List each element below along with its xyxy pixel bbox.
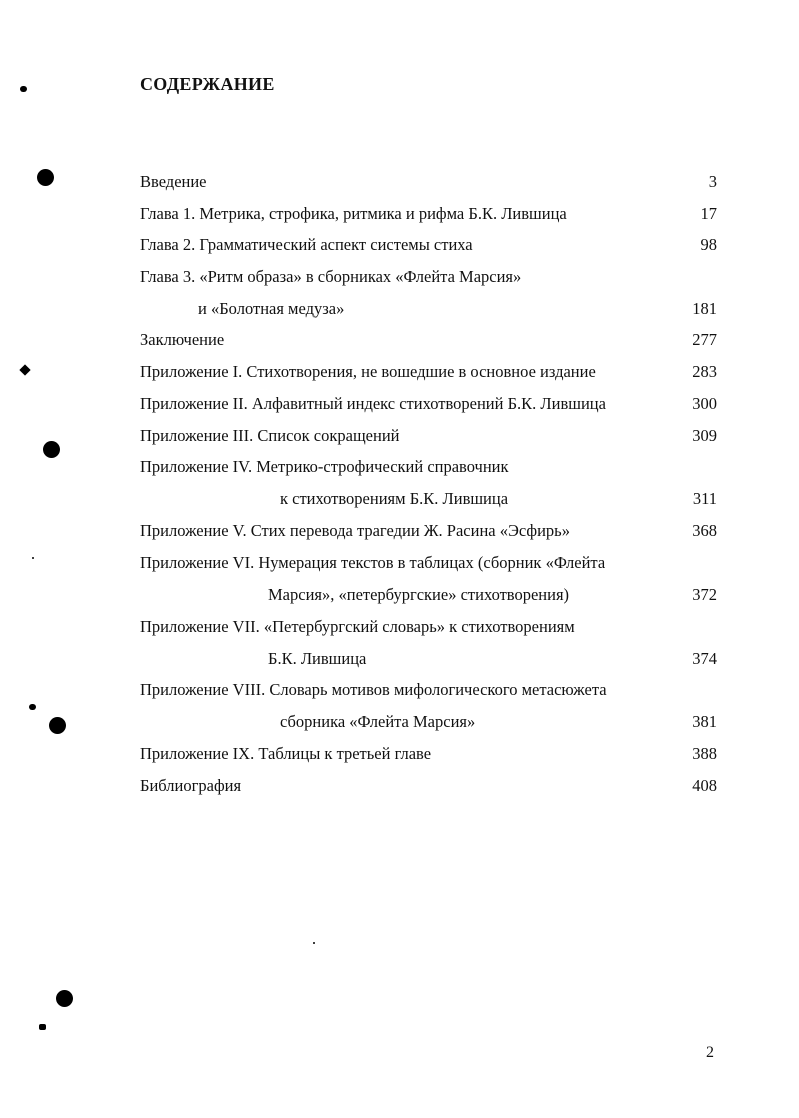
toc-entry-text: Марсия», «петербургские» стихотворения) <box>268 585 570 604</box>
toc-entry-text: Библиография <box>140 776 242 795</box>
toc-entry-page: 309 <box>692 426 717 445</box>
toc-entry-text: Приложение I. Стихотворения, не вошедшие в основное издание <box>140 362 596 381</box>
punch-hole-mark <box>43 441 60 458</box>
toc-entry-text: Глава 1. Метрика, строфика, ритмика и рифма Б.К. Лившица <box>140 204 567 223</box>
toc-entry-page: 311 <box>692 489 717 508</box>
toc-entry-text: Глава 2. Грамматический аспект системы стиха <box>140 235 473 254</box>
toc-entry-page: 277 <box>692 330 717 349</box>
toc-entry-page: 283 <box>692 362 717 381</box>
scan-speck <box>19 364 30 375</box>
punch-hole-mark <box>37 169 54 186</box>
toc-entry-page: 98 <box>700 235 717 254</box>
toc-entry-text: Приложение II. Алфавитный индекс стихотворений Б.К. Лившица <box>140 394 606 413</box>
scan-speck <box>32 557 34 559</box>
punch-hole-mark <box>49 717 66 734</box>
toc-entry-text: Приложение VIII. Словарь мотивов мифологического метасюжета <box>140 680 607 699</box>
toc-entry-text: Приложение IX. Таблицы к третьей главе <box>140 744 432 763</box>
toc-entry-page: 368 <box>692 521 717 540</box>
page-number: 2 <box>706 1044 714 1061</box>
toc-entry-text: Заключение <box>140 330 225 349</box>
toc-entry-page: 408 <box>692 776 717 795</box>
punch-hole-mark <box>56 990 73 1007</box>
toc-entry-text: Приложение IV. Метрико-строфический справочник <box>140 457 509 476</box>
scan-speck <box>20 86 27 92</box>
toc-entry-page: 300 <box>692 394 717 413</box>
toc-entry-page: 181 <box>692 299 717 318</box>
toc-entry-text: и «Болотная медуза» <box>198 299 345 318</box>
toc-entry-text: Введение <box>140 172 207 191</box>
toc-entry-page: 388 <box>692 744 717 763</box>
toc-entry-page: 3 <box>708 172 717 191</box>
toc-entry-page: 381 <box>692 712 717 731</box>
toc-entry-text: к стихотворениям Б.К. Лившица <box>280 489 509 508</box>
scan-speck <box>313 942 315 944</box>
toc-entry-text: сборника «Флейта Марсия» <box>280 712 476 731</box>
toc-entry-text: Б.К. Лившица <box>268 649 367 668</box>
toc-entry-page: 374 <box>692 649 717 668</box>
toc-entry-text: Приложение V. Стих перевода трагедии Ж. Расина «Эсфирь» <box>140 521 570 540</box>
toc-entry-page: 372 <box>692 585 717 604</box>
toc-entry-text: Глава 3. «Ритм образа» в сборниках «Флейта Марсия» <box>140 267 522 286</box>
page-title: СОДЕРЖАНИЕ <box>140 74 275 94</box>
toc-entry-page: 17 <box>700 204 717 223</box>
toc-entry-text: Приложение VI. Нумерация текстов в таблицах (сборник «Флейта <box>140 553 606 572</box>
scan-speck <box>39 1024 46 1030</box>
toc-entry-text: Приложение III. Список сокращений <box>140 426 400 445</box>
scan-speck <box>29 704 36 710</box>
toc-entry-text: Приложение VII. «Петербургский словарь» к стихотворениям <box>140 617 575 636</box>
